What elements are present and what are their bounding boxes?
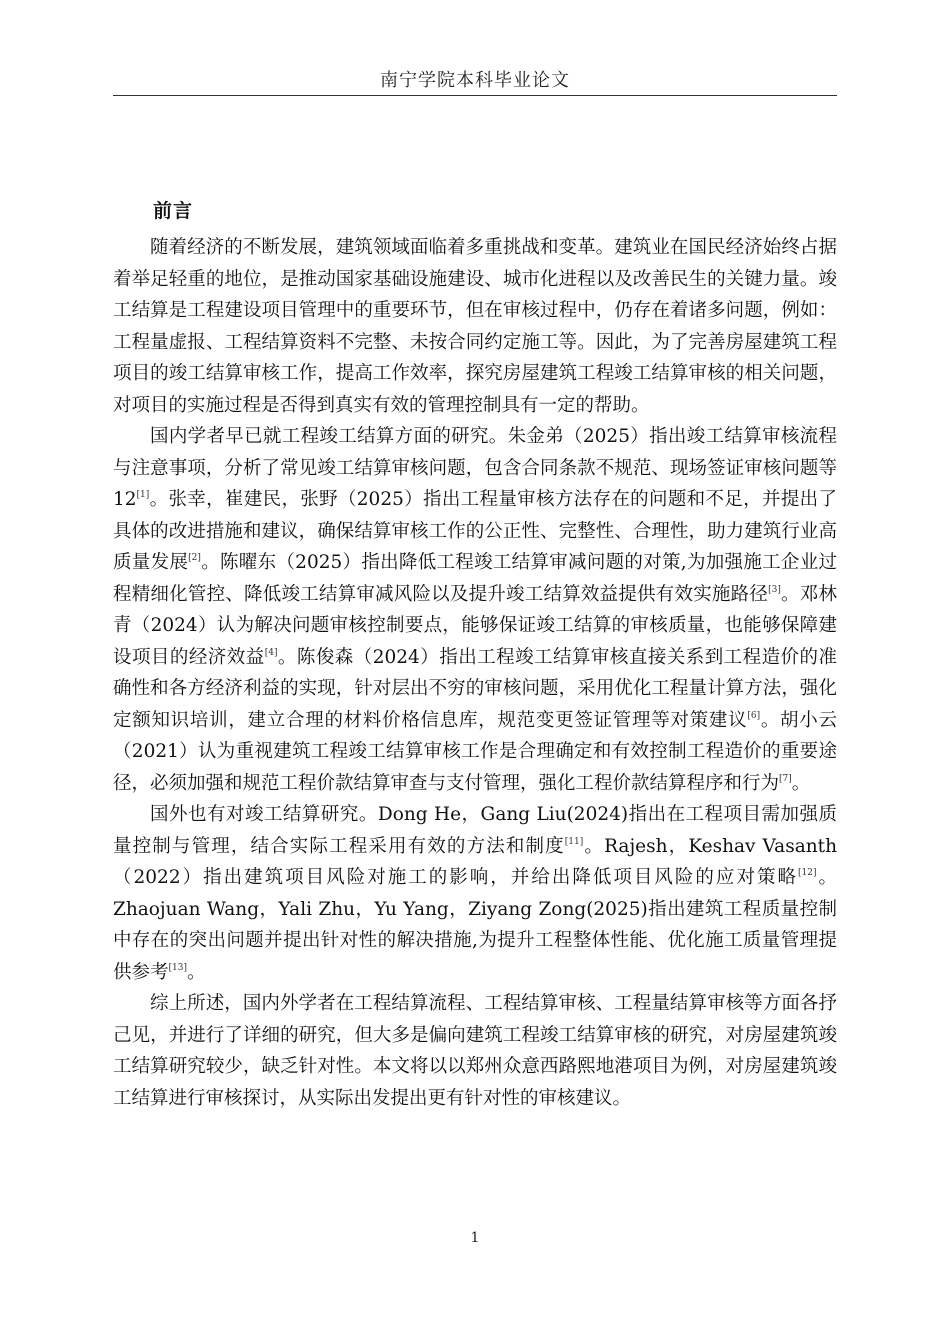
citation-marker: [7] [779, 773, 792, 784]
paragraph-text: 。陈俊森（2024）指出工程竣工结算审核直接关系到工程造价的准确性和各方经济利益的实现，针对层出不穷的审核问题，采用优化工程量计算方法，强化定额知识培训，建立合理的材料价格信息库，规范变更签证管理等对策建议 [113, 646, 837, 731]
paragraph-summary [113, 988, 837, 1114]
paragraph-text: 。Zhaojuan Wang，Yali Zhu，Yu Yang，Ziyang Zong(2025)指出建筑工程质量控制中存在的突出问题并提出针对性的解决措施,为提升工程整体性能、优化施工质量管理提供参考 [113, 867, 837, 983]
paragraph-text: 。邓林青（2024）认为解决问题审核控制要点，能够保证竣工结算的审核质量，也能够保障建设项目的经济效益 [113, 583, 837, 668]
paragraph-text: 。张幸，崔建民，张野（2025）指出工程量审核方法存在的问题和不足，并提出了具体的改进措施和建议，确保结算审核工作的公正性、完整性、合理性，助力建筑行业高质量发展 [113, 489, 837, 573]
paragraph-text: 。陈曜东（2025）指出降低工程竣工结算审减问题的对策,为加强施工企业过程精细化管控、降低竣工结算审减风险以及提升竣工结算效益提供有效实施路径 [113, 552, 837, 605]
running-header: 南宁学院本科毕业论文 [380, 70, 570, 91]
paragraph-text: 。胡小云（2021）认为重视建筑工程竣工结算审核工作是合理确定和有效控制工程造价的重要途径，必须加强和规范工程价款结算审查与支付管理，强化工程价款结算程序和行为 [113, 709, 837, 794]
paragraph-text: 国内学者早已就工程竣工结算方面的研究。朱金弟（2025）指出竣工结算审核流程与注意事项，分析了常见竣工结算审核问题，包含合同条款不规范、现场签证审核问题等 12 [113, 426, 837, 510]
paragraph-text: 。Rajesh，Keshav Vasanth（2022）指出建筑项目风险对施工的影响，并给出降低项目风险的应对策略 [113, 835, 837, 888]
paragraph-intro [113, 232, 837, 421]
citation-marker: [4] [264, 647, 278, 658]
paragraph-text: 。 [187, 961, 206, 983]
section-title: 前言 [153, 200, 194, 222]
body-text [113, 232, 837, 1114]
citation-marker: [3] [768, 584, 781, 595]
header-rule [113, 95, 837, 96]
citation-marker: [11] [564, 836, 584, 847]
paragraph-text: 。 [791, 772, 811, 794]
paragraph-text: 国外也有对竣工结算研究。Dong He，Gang Liu(2024)指出在工程项目需加强质量控制与管理，结合实际工程采用有效的方法和制度 [113, 804, 837, 857]
paragraph-text: 综上所述，国内外学者在工程结算流程、工程结算审核、工程量结算审核等方面各抒己见，并进行了详细的研究，但大多是偏向建筑工程竣工结算审核的研究，对房屋建筑竣工结算研究较少，缺乏针对性。本文将以以郑州众意西路熙地港项目为例，对房屋建筑竣工结算进行审核探讨，从实际出发提出更有针对性的审核建议。 [113, 993, 837, 1109]
page-number: 1 [470, 1230, 480, 1246]
paragraph-domestic-research [113, 421, 837, 799]
citation-marker: [12] [797, 868, 817, 878]
citation-marker: [13] [168, 962, 187, 973]
citation-marker: [1] [136, 490, 150, 500]
citation-marker: [6] [747, 710, 761, 721]
paragraph-text: 随着经济的不断发展，建筑领域面临着多重挑战和变革。建筑业在国民经济始终占据着举足轻重的地位，是推动国家基础设施建设、城市化进程以及改善民生的关键力量。竣工结算是工程建设项目管理中的重要环节，但在审核过程中，仍存在着诸多问题，例如：工程量虚报、工程结算资料不完整、未按合同约定施工等。因此，为了完善房屋建筑工程项目的竣工结算审核工作，提高工作效率，探究房屋建筑工程竣工结算审核的相关问题，对项目的实施过程是否得到真实有效的管理控制具有一定的帮助。 [113, 237, 837, 416]
paragraph-foreign-research [113, 799, 837, 988]
citation-marker: [2] [188, 553, 201, 563]
